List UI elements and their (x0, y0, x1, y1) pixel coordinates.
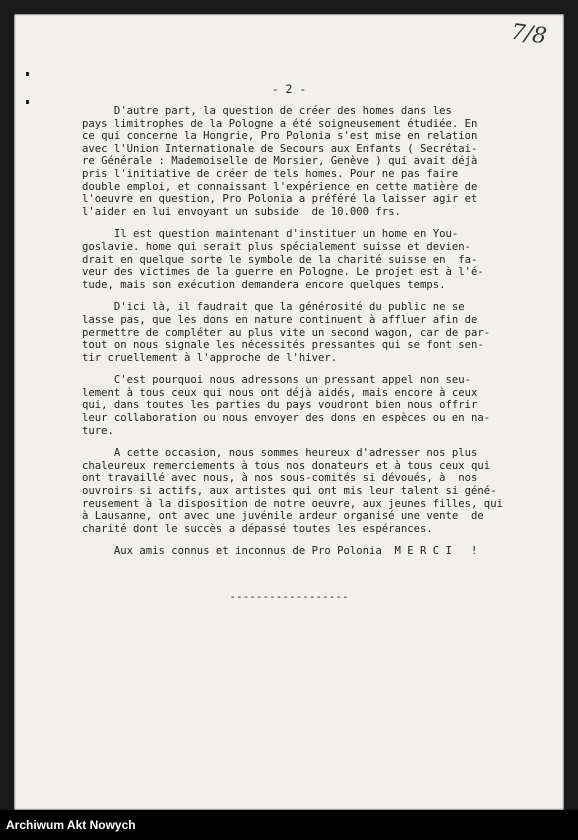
paragraph (82, 301, 526, 364)
text-line: D'ici là, il faudrait que la générosité du public ne se (82, 301, 465, 314)
text-line: l'aider en lui envoyant un subside de 10.000 frs. (82, 205, 401, 218)
paragraph (82, 228, 526, 291)
text-line: tude, mais son exécution demandera encore quelques temps. (82, 278, 446, 291)
punch-mark (26, 100, 29, 104)
paragraph (82, 105, 526, 218)
paragraph (82, 374, 526, 437)
punch-mark (26, 72, 29, 76)
text-line: Aux amis connus et inconnus de Pro Polonia M E R C I ! (82, 545, 478, 558)
text-line: drait en quelque sorte le symbole de la charité suisse en fa- (82, 253, 478, 266)
letter-body (82, 105, 526, 568)
archive-footer: Archiwum Akt Nowych (0, 810, 578, 840)
text-line: ouvroirs si actifs, aux artistes qui ont mis leur talent si géné- (82, 485, 497, 498)
text-line: qui, dans toutes les parties du pays voudront bien nous offrir (82, 399, 478, 412)
text-line: chaleureux remerciements à tous nos donateurs et à tous ceux qui (82, 459, 491, 472)
text-line: reusement à la disposition de notre oeuvre, aux jeunes filles, qui (82, 497, 503, 510)
paragraph (82, 545, 526, 558)
page-number: - 2 - (271, 82, 307, 96)
text-line: lement à tous ceux qui nous ont déjà aidés, mais encore à ceux (82, 386, 478, 399)
text-line: goslavie. home qui serait plus spécialement suisse et devien- (82, 240, 472, 253)
text-line: D'autre part, la question de créer des homes dans les (82, 105, 452, 117)
document-page (14, 14, 564, 810)
text-line: permettre de compléter au plus vite un second wagon, car de par- (82, 326, 491, 339)
text-line: A cette occasion, nous sommes heureux d'adresser nos plus (82, 447, 478, 460)
text-line: lasse pas, que les dons en nature continuent à affluer afin de (82, 313, 478, 326)
text-line: tout on nous signale les nécessités pressantes qui se font sen- (82, 339, 484, 352)
text-line: C'est pourquoi nous adressons un pressant appel non seu- (82, 374, 472, 387)
text-line: à Lausanne, ont avec une juvénile ardeur organisé une vente de (82, 510, 484, 523)
text-line: l'oeuvre en question, Pro Polonia a préféré la laisser agir et (82, 193, 478, 206)
text-line: ont travaillé avec nous, à nos sous-comités si dévoués, à nos (82, 472, 478, 485)
text-line: avec l'Union Internationale de Secours aux Enfants ( Secrétai- (82, 142, 478, 155)
text-line: ce qui concerne la Hongrie, Pro Polonia s'est mise en relation (82, 130, 478, 143)
text-line: ture. (82, 424, 114, 437)
text-line: tir cruellement à l'approche de l'hiver. (82, 351, 338, 364)
closing-separator: ------------------ (229, 590, 349, 603)
text-line: pris l'initiative de créer de tels homes. Pour ne pas faire (82, 167, 459, 180)
text-line: re Générale : Mademoiselle de Morsier, Genève ) qui avait déjà (82, 155, 478, 168)
text-line: leur collaboration ou nous envoyer des dons en espèces ou en na- (82, 412, 491, 425)
text-line: double emploi, et connaissant l'expérience en cette matière de (82, 180, 478, 193)
text-line: charité dont le succès a dépassé toutes les espérances. (82, 522, 433, 535)
folio-number: 7/8 (509, 19, 548, 50)
paragraph (82, 447, 526, 535)
text-line: veur des victimes de la guerre en Pologne. Le projet est à l'é- (82, 266, 484, 279)
text-line: pays limitrophes de la Pologne a été soigneusement étudiée. En (82, 117, 478, 130)
text-line: Il est question maintenant d'instituer un home en You- (82, 228, 459, 241)
